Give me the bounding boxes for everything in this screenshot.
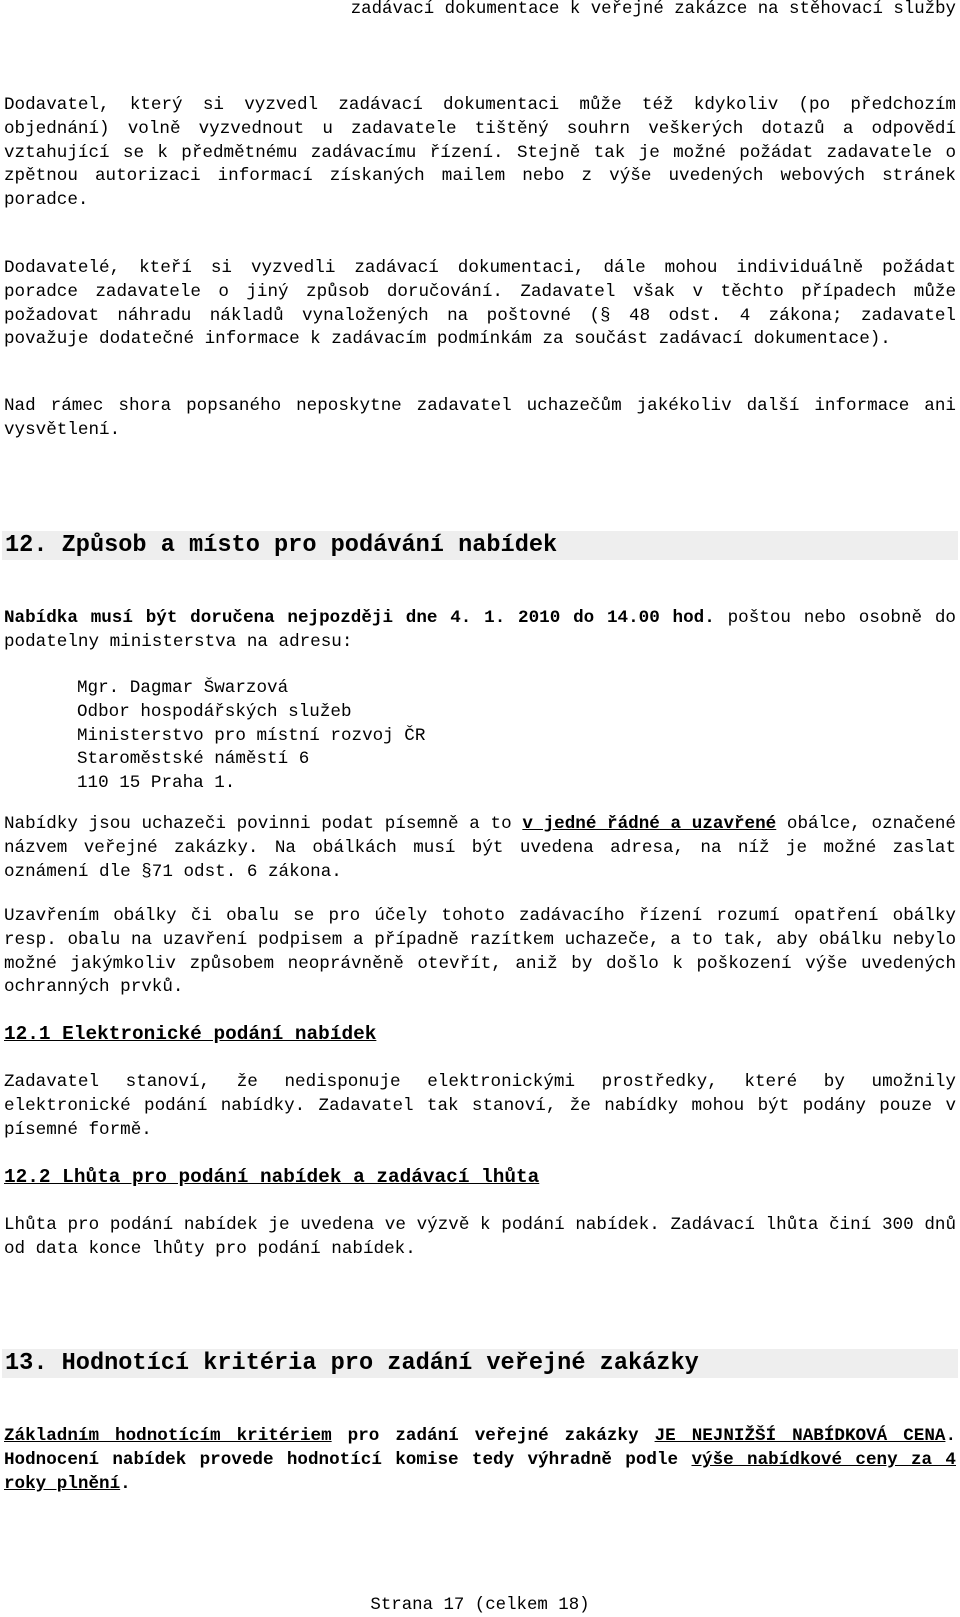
address-line: Mgr. Dagmar Šwarzová (77, 678, 289, 698)
section-12-2-heading: 12.2 Lhůta pro podání nabídek a zadávací lhůta (4, 1166, 540, 1188)
address-block (77, 677, 425, 796)
address-line: Staroměstské náměstí 6 (77, 749, 310, 770)
paragraph-deadline-period: Lhůta pro podání nabídek je uvedena ve výzvě k podání nabídek. Zadávací lhůta činí 300 dnů od data konce lhůty pro podání nabídek. (4, 1215, 956, 1259)
criteria-text-6: . (120, 1473, 131, 1494)
paragraph-criteria (4, 1425, 956, 1496)
envelope-text-a: Nabídky jsou uchazeči povinni podat písemně a to (4, 814, 523, 834)
criteria-underlined-3: JE NEJNIŽŠÍ NABÍDKOVÁ CENA (654, 1426, 946, 1446)
paragraph-envelope (4, 813, 956, 884)
paragraph-sealing: Uzavřením obálky či obalu se pro účely tohoto zadávacího řízení rozumí opatření obálky resp. obalu na uzavření podpisem a případně razítkem uchazeče, a to tak, aby obálku nebylo možné jakýmkoliv způsobem neoprávněně otevřít, aniž by došlo k poškození výše uvedených ochranných prvků. (4, 906, 956, 998)
paragraph-delivery: Dodavatelé, kteří si vyzvedli zadávací dokumentaci, dále mohou individuálně požádat poradce zadavatele o jiný způsob doručování. Zadavatel však v těchto případech může požadovat náhradu nákladů vynaložených na poštovné (§ 48 odst. 4 zákona; zadavatel považuje dodatečné informace k zadávacím podmínkám za součást zadávací dokumentace). (4, 258, 956, 350)
envelope-text-b: obálce, označené názvem veřejné zakázky. Na obálkách musí být uvedena adresa, na níž je možné zaslat oznámení dle §71 odst. 6 zákona. (4, 814, 956, 882)
section-12-1-heading: 12.1 Elektronické podání nabídek (4, 1023, 377, 1045)
paragraph-electronic: Zadavatel stanoví, že nedisponuje elektronickými prostředky, které by umožnily elektronické podání nabídky. Zadavatel tak stanoví, že nabídky mohou být podány pouze v písemné formě. (4, 1072, 956, 1140)
paragraph-no-further-info: Nad rámec shora popsaného neposkytne zadavatel uchazečům jakékoliv další informace ani vysvětlení. (4, 396, 956, 440)
page-footer: Strana 17 (celkem 18) (370, 1596, 590, 1615)
paragraph-questions-summary: Dodavatel, který si vyzvedl zadávací dokumentaci může též kdykoliv (po předchozím objednání) volně vyzvednout u zadavatele tištěný souhrn veškerých dotazů a odpovědí vztahující se k předmětnému zadávacímu řízení. Stejně tak je možné požádat zadavatele o zpětnou autorizaci informací získaných mailem nebo z výše uvedených webových stránek poradce. (4, 95, 956, 211)
paragraph-deadline (4, 607, 956, 655)
deadline-bold: Nabídka musí být doručena nejpozději dne 4. 1. 2010 do 14.00 hod. (4, 608, 715, 628)
criteria-text-2: pro zadání veřejné zakázky (331, 1426, 655, 1446)
address-line: Odbor hospodářských služeb (77, 701, 352, 722)
section-13-heading: 13. Hodnotící kritéria pro zadání veřejné zakázky (2, 1349, 958, 1378)
address-line: Ministerstvo pro místní rozvoj ČR (77, 725, 426, 746)
criteria-underlined-1: Základním hodnotícím kritériem (4, 1426, 332, 1446)
criteria-text-4: . Hodnocení nabídek provede hodnotící komise tedy výhradně podle (4, 1426, 956, 1470)
criteria-underlined-5: výše nabídkové ceny za 4 roky plnění (4, 1449, 956, 1494)
deadline-rest: poštou nebo osobně do podatelny ministerstva na adresu: (4, 608, 956, 652)
page-header: zadávací dokumentace k veřejné zakázce na stěhovací služby (350, 0, 956, 19)
section-12-heading: 12. Způsob a místo pro podávání nabídek (2, 531, 958, 560)
envelope-underlined: v jedné řádné a uzavřené (522, 814, 777, 834)
address-line: 110 15 Praha 1. (77, 773, 236, 794)
